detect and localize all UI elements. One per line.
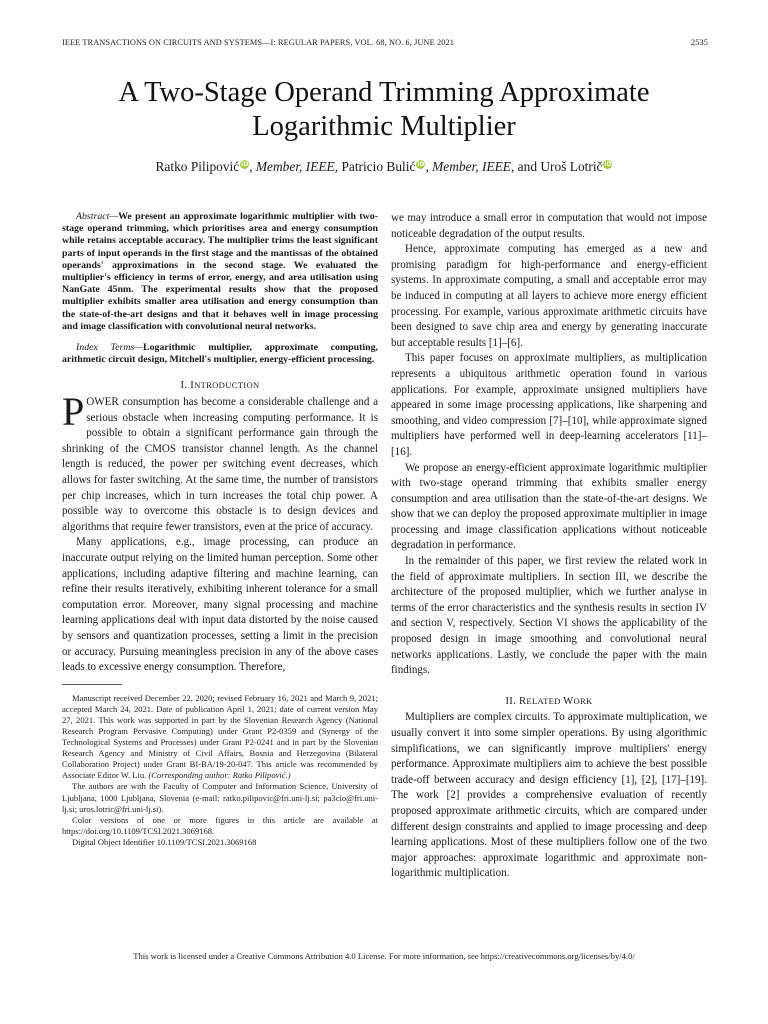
- title-line-2: Logarithmic Multiplier: [252, 111, 516, 142]
- footnote-doi: Digital Object Identifier 10.1109/TCSI.2021.3069168: [72, 836, 257, 847]
- index-terms-label: Index Terms—: [76, 342, 144, 354]
- intro-caps-word: OWER: [86, 396, 119, 409]
- journal-name: IEEE TRANSACTIONS ON CIRCUITS AND SYSTEMS—I: REGULAR PAPERS, VOL. 68, NO. 6, JUNE 2021: [62, 38, 454, 47]
- footnote-affiliation: The authors are with the Faculty of Computer and Information Science, University of Ljubljana, 1000 Ljubljana, Slovenia (e-mail: ratko.pilipovic@fri.uni-lj.si; pa3cio@fri.uni-lj.si; uros.lotric@fri.uni-lj.si).: [62, 781, 378, 814]
- abstract-text: We present an approximate logarithmic multiplier with two-stage operand trimming, which prioritises area and energy consumption while retains acceptable accuracy. The multiplier trims the least significant parts of input operands in the first stage and the mantissas of the obtained operands' approximations in the second stage. We evaluated the multiplier's efficiency in terms of error, energy, and area utilisation using NanGate 45nm. The experimental results show that the proposed multiplier exhibits smaller area utilisation and energy consumption than the state-of-the-art designs and that it behaves well in image processing and image classification with convolutional neural networks.: [62, 211, 378, 332]
- paper-title: [40, 76, 728, 144]
- section-heading-introduction: [62, 378, 378, 394]
- footnote-divider: [62, 684, 122, 685]
- author-separator: ,: [425, 159, 433, 174]
- author-list: [40, 159, 728, 175]
- author-separator: ,: [334, 159, 342, 174]
- intro-paragraph-2: Many applications, e.g., image processing, can produce an inaccurate output relying on the limited human perception. Some other applications, including adaptive filtering and machine learning, can refine their results iteratively, exhibiting inherent tolerance for a small computation error. Moreover, many signal processing and machine learning applications deal with input data distorted by the noise caused by sensors and quantization processes, setting a limit in the precision or accuracy. Pursuing meaningless precision in any of the above cases leads to excessive energy consumption. Therefore,: [62, 536, 378, 674]
- orcid-icon[interactable]: iD: [604, 161, 612, 168]
- section-title-initial: I: [190, 380, 195, 392]
- section-title-initial: W: [563, 695, 574, 707]
- footnote-manuscript: [62, 693, 378, 782]
- drop-cap: P: [62, 389, 85, 435]
- intro-paragraph-1-text: consumption has become a considerable challenge and a serious obstacle when increasing computing performance. It is possible to obtain a significant performance gain through the shrinking of the CMOS transistor channel length. As the channel length is reduced, the power per switching event decreases, which allows for faster switching. At the same time, the number of transistors per chip increases, which in turn increases the total chip power. A possible way to overcome this obstacle is to design devices and algorithms that require fewer transistors, even at the price of accuracy.: [62, 396, 378, 533]
- author-2-role: Member, IEEE: [432, 159, 511, 174]
- section-heading-related-work: [391, 694, 707, 710]
- intro-paragraph-1: [62, 389, 378, 535]
- footnote-manuscript-text: Manuscript received December 22, 2020; revised February 16, 2021 and March 9, 2021; accepted March 24, 2021. Date of publication April 1, 2021; date of current version May 27, 2021. This work was supported in part by the Slovenian Research Agency (National Research Program Pervasive Computing) under Grant P2-0359 and (Synergy of the Technological Systems and Processes) under Grant P2-0241 and in part by the Slovenian Research Agency and Ministry of Civil Affairs, Bosnia and Herzegovina (Bilateral Collaboration Project) under Grant BI-BA/19-20-047. This article was recommended by Associate Editor W. Liu.: [62, 692, 378, 781]
- index-terms: [62, 342, 378, 366]
- intro-paragraph-6: In the remainder of this paper, we first review the related work in the field of approximate multipliers. In section III, we describe the architecture of the proposed multiplier, which we further analyse in terms of the error characteristics and the synthesis results in section IV and section V, respectively. Section VI shows the applicability of the proposed design in image smoothing and convolutional neural networks applications. Lastly, we conclude the paper with the main findings.: [391, 555, 707, 677]
- orcid-icon[interactable]: iD: [417, 161, 425, 168]
- section-number: II.: [505, 695, 520, 707]
- intro-continuation: we may introduce a small error in computation that would not impose noticeable degradation of the output results.: [391, 212, 707, 240]
- license-notice: This work is licensed under a Creative Commons Attribution 4.0 License. For more information, see https://creativecommons.org/licenses/by/4.0/: [133, 951, 635, 961]
- orcid-icon[interactable]: iD: [241, 161, 249, 168]
- author-3: Uroš Lotrič: [540, 159, 603, 174]
- index-terms-text: Logarithmic multiplier, approximate computing, arithmetic circuit design, Mitchell's multiplier, energy-efficient processing.: [62, 342, 378, 366]
- right-column: [391, 211, 707, 882]
- title-line-1: A Two-Stage Operand Trimming Approximate: [118, 77, 650, 108]
- section-title-rest: ELATED: [526, 695, 564, 706]
- corresponding-author: (Corresponding author: Ratko Pilipović.): [148, 770, 291, 781]
- intro-paragraph-4: This paper focuses on approximate multipliers, as multiplication represents a ubiquitous arithmetic operation found in various applications. For example, approximate unsigned multipliers have appeared in some image processing applications, like sharpening and smoothing, and video compression [7]–[10], while approximate signed multipliers have performed well in deep-learning accelerators [11]–[16].: [391, 352, 707, 458]
- abstract-label: Abstract—: [76, 211, 119, 222]
- author-conjunction: , and: [510, 159, 541, 174]
- left-column: [62, 211, 378, 848]
- footnote-color-versions: Color versions of one or more figures in this article are available at https://doi.org/10.1109/TCSI.2021.3069168.: [62, 814, 378, 836]
- section-title-rest: NTRODUCTION: [194, 380, 260, 391]
- author-1: Ratko Pilipović: [155, 159, 240, 174]
- section-title-rest: ORK: [573, 695, 593, 706]
- author-1-role: Member, IEEE: [255, 159, 335, 174]
- author-2: Patricio Bulić: [341, 159, 416, 174]
- intro-paragraph-5: We propose an energy-efficient approximate logarithmic multiplier with two-stage operand trimming that exhibits smaller energy consumption and area utilisation than the state-of-the-art designs. We show that we can deploy the proposed approximate multiplier in image processing and image classification applications without noticeable degradation in performance.: [391, 461, 707, 552]
- author-separator: ,: [249, 159, 256, 174]
- section-number: I.: [180, 380, 191, 392]
- related-paragraph-1: Multipliers are complex circuits. To approximate multiplication, we usually convert it into some simpler operations. By using algorithmic simplifications, we can significantly improve multipliers' energy performance. Approximate multipliers aim to achieve the best possible trade-off between accuracy and design efficiency [1], [2], [17]–[19]. The work [2] provides a comprehensive evaluation of recently proposed approximate arithmetic circuits, which are compared under different design constraints and applied to image processing and deep learning applications. Most of these multipliers follow one of the two major approaches: approximate logarithmic and approximate non-logarithmic multiplication.: [391, 711, 707, 880]
- abstract: [62, 211, 378, 333]
- section-title-initial: R: [519, 695, 527, 707]
- intro-paragraph-3: Hence, approximate computing has emerged as a new and promising paradigm for high-performance and energy-efficient systems. In approximate computing, a small and acceptable error may be induced in computing at all layers to achieve more energy efficient processing. For example, various approximate arithmetic circuits have been designed to save chip area and energy by generating inaccurate but acceptable results [1]–[6].: [391, 243, 707, 349]
- page-number: 2535: [691, 38, 708, 47]
